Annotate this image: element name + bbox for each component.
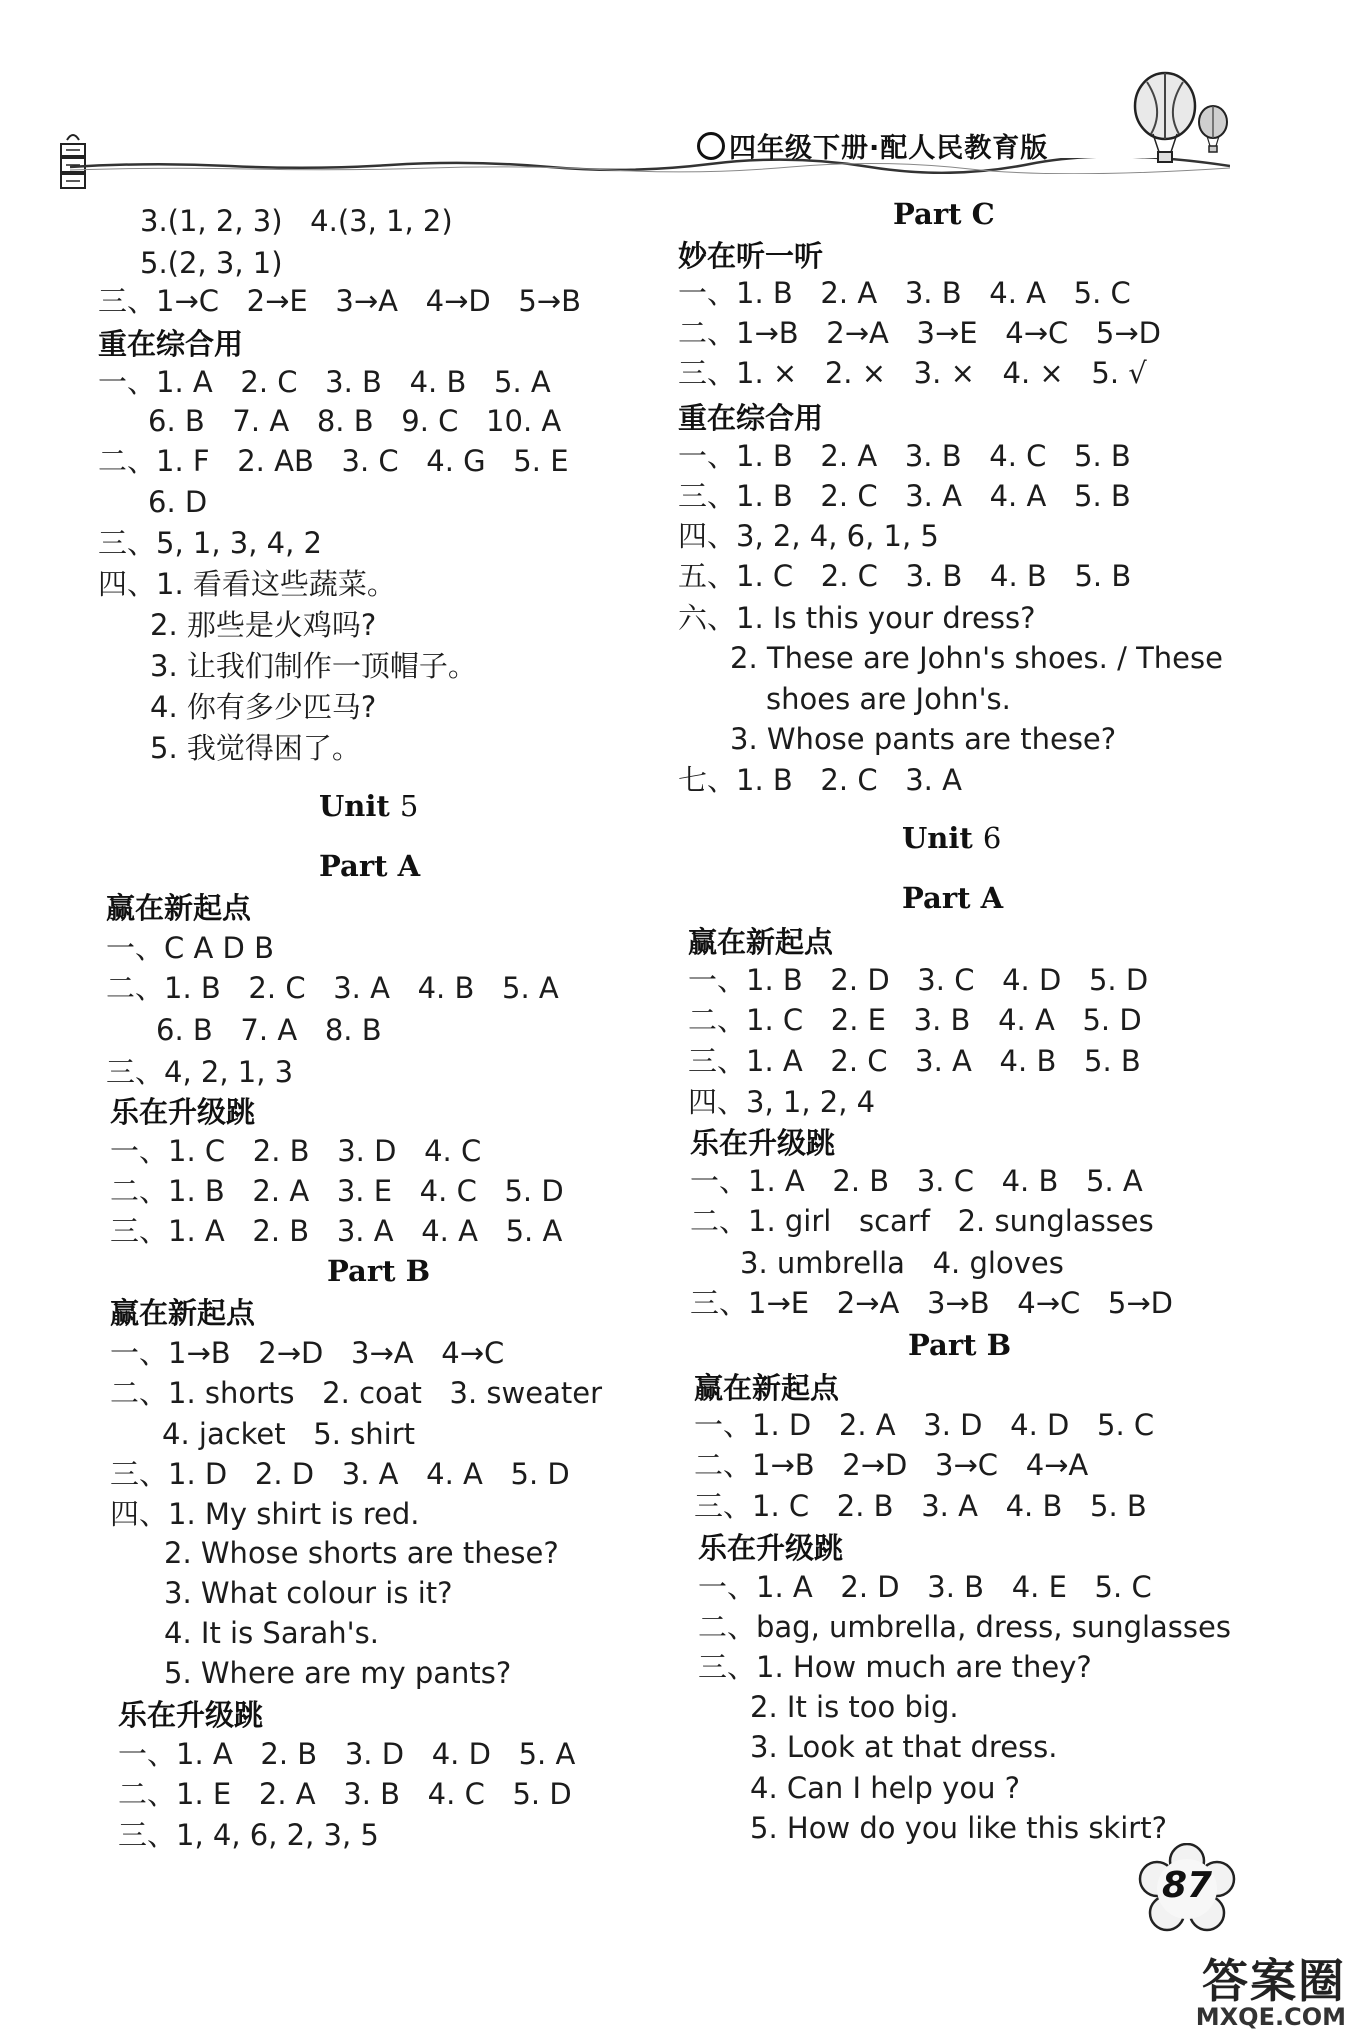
book-title: 四年级下册·配人民教育版 — [697, 126, 1048, 165]
answer-line: 一、1. A 2. C 3. B 4. B 5. A — [98, 365, 551, 399]
answer-line: 二、1. B 2. C 3. A 4. B 5. A — [106, 971, 559, 1005]
unit-number: 5 — [399, 789, 419, 823]
answer-line: 2. 那些是火鸡吗? — [150, 608, 377, 642]
answer-line: 三、5, 1, 3, 4, 2 — [98, 526, 322, 560]
answer-line: 二、1. E 2. A 3. B 4. C 5. D — [118, 1777, 572, 1811]
answer-line: 4. Can I help you ? — [750, 1771, 1021, 1805]
unit-label: Unit — [319, 789, 400, 823]
page-number: 87 — [1161, 1865, 1213, 1906]
unit-title — [319, 788, 418, 824]
section-heading: 乐在升级跳 — [698, 1531, 844, 1565]
answer-line: 二、1. F 2. AB 3. C 4. G 5. E — [98, 444, 569, 478]
section-heading: 妙在听一听 — [678, 239, 824, 273]
section-heading: 乐在升级跳 — [118, 1698, 264, 1732]
section-heading: 赢在新起点 — [106, 891, 252, 925]
answer-line: 三、1. D 2. D 3. A 4. A 5. D — [110, 1457, 570, 1491]
header-divider — [70, 158, 1230, 174]
answer-line: 二、1. shorts 2. coat 3. sweater — [110, 1376, 603, 1410]
unit-title — [902, 820, 1001, 856]
section-heading: 乐在升级跳 — [690, 1126, 836, 1160]
answer-line: 三、1. C 2. B 3. A 4. B 5. B — [694, 1489, 1147, 1523]
answer-line: 3. What colour is it? — [164, 1576, 453, 1610]
watermark-url: MXQE.COM — [1195, 2003, 1346, 2031]
page-number-badge — [1137, 1843, 1237, 1935]
answer-line: 二、1. B 2. A 3. E 4. C 5. D — [110, 1174, 564, 1208]
watermark-brand: 答案圈 — [1202, 1954, 1346, 2008]
answer-line: 二、bag, umbrella, dress, sunglasses — [698, 1610, 1231, 1644]
section-heading: 赢在新起点 — [688, 925, 834, 959]
answer-line: 一、1. C 2. B 3. D 4. C — [110, 1134, 482, 1168]
answer-line: 5. 我觉得困了。 — [150, 731, 361, 765]
answer-line: 三、4, 2, 1, 3 — [106, 1055, 294, 1089]
answer-line: 三、1→C 2→E 3→A 4→D 5→B — [98, 284, 582, 318]
circle-mark-icon — [697, 132, 725, 160]
answer-line: 四、1. 看看这些蔬菜。 — [98, 567, 396, 601]
answer-line: 3. Whose pants are these? — [730, 722, 1117, 756]
answer-line: 二、1→B 2→D 3→C 4→A — [694, 1448, 1089, 1482]
answer-line: 二、1. girl scarf 2. sunglasses — [690, 1204, 1154, 1238]
answer-line: 6. B 7. A 8. B — [156, 1013, 382, 1047]
hot-air-balloon-icon — [1125, 70, 1235, 170]
answer-line: 三、1. How much are they? — [698, 1650, 1092, 1684]
answer-line: 四、1. My shirt is red. — [110, 1497, 420, 1531]
answer-line: 2. These are John's shoes. / These — [730, 641, 1223, 675]
part-title: Part A — [902, 881, 1004, 915]
answer-line: 三、1, 4, 6, 2, 3, 5 — [118, 1818, 379, 1852]
section-heading: 赢在新起点 — [694, 1371, 840, 1405]
answer-line: 六、1. Is this your dress? — [678, 601, 1036, 635]
answer-line: shoes are John's. — [766, 682, 1011, 716]
answer-line: 6. D — [148, 485, 208, 519]
answer-line: 三、1→E 2→A 3→B 4→C 5→D — [690, 1286, 1174, 1320]
answer-line: 五、1. C 2. C 3. B 4. B 5. B — [678, 559, 1132, 593]
watermark — [1145, 1945, 1350, 2035]
answer-line: 一、1. B 2. A 3. B 4. C 5. B — [678, 439, 1131, 473]
answer-line: 3. umbrella 4. gloves — [740, 1246, 1064, 1280]
answer-line: 6. B 7. A 8. B 9. C 10. A — [148, 404, 562, 438]
section-heading: 重在综合用 — [98, 327, 244, 361]
answer-line: 一、1. B 2. A 3. B 4. A 5. C — [678, 276, 1131, 310]
answer-line: 三、1. A 2. B 3. A 4. A 5. A — [110, 1214, 563, 1248]
page-header — [0, 0, 1362, 200]
answer-line: 二、1→B 2→A 3→E 4→C 5→D — [678, 316, 1162, 350]
answer-line: 一、1. D 2. A 3. D 4. D 5. C — [694, 1408, 1155, 1442]
part-title: Part A — [319, 849, 421, 883]
answer-line: 5.(2, 3, 1) — [140, 246, 283, 280]
answer-line: 2. Whose shorts are these? — [164, 1536, 559, 1570]
answer-line: 4. 你有多少匹马? — [150, 690, 377, 724]
part-title: Part C — [893, 197, 995, 231]
answer-line: 三、1. × 2. × 3. × 4. × 5. √ — [678, 356, 1147, 390]
answer-line: 一、1. A 2. B 3. C 4. B 5. A — [690, 1164, 1143, 1198]
unit-number: 6 — [982, 821, 1002, 855]
answer-line: 4. It is Sarah's. — [164, 1616, 379, 1650]
answer-line: 5. How do you like this skirt? — [750, 1811, 1167, 1845]
answer-line: 3.(1, 2, 3) 4.(3, 1, 2) — [140, 204, 453, 238]
answer-line: 一、1. A 2. B 3. D 4. D 5. A — [118, 1737, 576, 1771]
part-title: Part B — [327, 1254, 431, 1288]
answer-line: 3. 让我们制作一顶帽子。 — [150, 649, 477, 683]
answer-line: 一、C A D B — [106, 931, 274, 965]
answer-line: 3. Look at that dress. — [750, 1730, 1058, 1764]
answer-line: 三、1. A 2. C 3. A 4. B 5. B — [688, 1044, 1141, 1078]
answer-line: 一、1. B 2. D 3. C 4. D 5. D — [688, 963, 1149, 997]
answer-line: 2. It is too big. — [750, 1690, 959, 1724]
answer-line: 四、3, 1, 2, 4 — [688, 1085, 876, 1119]
unit-label: Unit — [902, 821, 983, 855]
section-heading: 乐在升级跳 — [110, 1095, 256, 1129]
answer-line: 七、1. B 2. C 3. A — [678, 763, 962, 797]
answer-line: 一、1→B 2→D 3→A 4→C — [110, 1336, 505, 1370]
answer-line: 二、1. C 2. E 3. B 4. A 5. D — [688, 1003, 1142, 1037]
answer-line: 四、3, 2, 4, 6, 1, 5 — [678, 519, 939, 553]
section-heading: 重在综合用 — [678, 401, 824, 435]
answer-line: 三、1. B 2. C 3. A 4. A 5. B — [678, 479, 1131, 513]
answer-line: 一、1. A 2. D 3. B 4. E 5. C — [698, 1570, 1152, 1604]
answer-line: 4. jacket 5. shirt — [162, 1417, 416, 1451]
section-heading: 赢在新起点 — [110, 1296, 256, 1330]
part-title: Part B — [908, 1328, 1012, 1362]
answer-line: 5. Where are my pants? — [164, 1656, 512, 1690]
